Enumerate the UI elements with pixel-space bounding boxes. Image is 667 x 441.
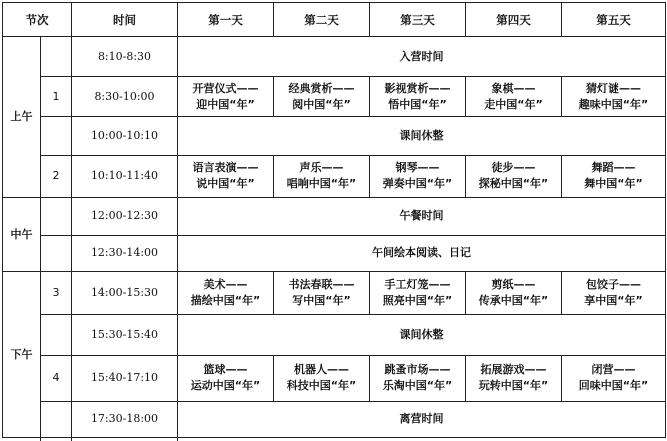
activity-title: 徒步—— bbox=[491, 161, 536, 175]
section-number-empty bbox=[41, 314, 72, 355]
activity-cell bbox=[562, 272, 666, 314]
merged-activity: 午餐时间 bbox=[178, 198, 666, 235]
table-row bbox=[3, 76, 666, 116]
activity-cell bbox=[466, 272, 562, 314]
activity-subtitle: 阅中国“年” bbox=[292, 97, 351, 111]
merged-activity: 午间绘本阅读、日记 bbox=[178, 235, 666, 271]
merged-activity: 课间休整 bbox=[178, 117, 666, 155]
activity-cell bbox=[562, 76, 666, 116]
section-number: 2 bbox=[41, 155, 72, 197]
table-row bbox=[3, 356, 666, 402]
time-cell: 10:00-10:10 bbox=[72, 117, 178, 155]
activity-subtitle: 趣味中国“年” bbox=[578, 97, 649, 111]
activity-cell bbox=[274, 76, 370, 116]
activity-title: 猜灯谜—— bbox=[586, 81, 641, 95]
activity-title: 包饺子—— bbox=[586, 277, 641, 291]
activity-cell bbox=[370, 356, 466, 402]
time-cell: 15:40-17:10 bbox=[72, 356, 178, 402]
activity-subtitle: 乐淘中国“年” bbox=[382, 379, 453, 393]
activity-subtitle: 传承中国“年” bbox=[478, 293, 549, 307]
section-number: 3 bbox=[41, 272, 72, 314]
section-number-empty bbox=[41, 198, 72, 235]
section-number: 1 bbox=[41, 76, 72, 116]
activity-title: 声乐—— bbox=[299, 161, 344, 175]
activity-title: 美术—— bbox=[203, 277, 248, 291]
activity-title: 拓展游戏—— bbox=[480, 363, 547, 377]
time-cell: 15:30-15:40 bbox=[72, 314, 178, 355]
activity-cell bbox=[562, 155, 666, 197]
time-cell: 12:30-14:00 bbox=[72, 235, 178, 271]
table-row bbox=[3, 37, 666, 76]
time-cell: 10:10-11:40 bbox=[72, 155, 178, 197]
activity-title: 钢琴—— bbox=[395, 161, 440, 175]
activity-subtitle: 回味中国“年” bbox=[578, 379, 649, 393]
activity-subtitle: 玩转中国“年” bbox=[478, 379, 549, 393]
period-noon: 中午 bbox=[3, 198, 41, 272]
activity-cell bbox=[178, 155, 274, 197]
table-row bbox=[3, 401, 666, 437]
activity-subtitle: 科技中国“年” bbox=[286, 379, 357, 393]
activity-title: 机器人—— bbox=[294, 363, 349, 377]
period-morning: 上午 bbox=[3, 37, 41, 198]
activity-title: 手工灯笼—— bbox=[384, 277, 451, 291]
section-number-empty bbox=[41, 117, 72, 155]
activity-title: 开营仪式—— bbox=[192, 81, 259, 95]
activity-cell bbox=[562, 356, 666, 402]
activity-cell bbox=[178, 272, 274, 314]
header-day-4: 第四天 bbox=[466, 3, 562, 37]
activity-subtitle: 说中国“年” bbox=[196, 177, 255, 191]
merged-activity: 入营时间 bbox=[178, 37, 666, 76]
activity-cell bbox=[466, 76, 562, 116]
activity-title: 剪纸—— bbox=[491, 277, 536, 291]
time-cell: 8:30-10:00 bbox=[72, 76, 178, 116]
activity-title: 影视赏析—— bbox=[384, 81, 451, 95]
header-section: 节次 bbox=[3, 3, 72, 37]
activity-cell bbox=[370, 272, 466, 314]
section-number: 4 bbox=[41, 356, 72, 402]
activity-title: 经典赏析—— bbox=[288, 81, 355, 95]
period-afternoon: 下午 bbox=[3, 272, 41, 438]
activity-subtitle: 写中国“年” bbox=[292, 293, 351, 307]
activity-subtitle: 唱响中国“年” bbox=[286, 177, 357, 191]
activity-subtitle: 舞中国“年” bbox=[584, 177, 643, 191]
table-row bbox=[3, 198, 666, 235]
activity-title: 篮球—— bbox=[203, 363, 248, 377]
table-row bbox=[3, 117, 666, 155]
activity-cell bbox=[370, 155, 466, 197]
header-row bbox=[3, 3, 666, 37]
time-cell: 8:10-8:30 bbox=[72, 37, 178, 76]
table-row bbox=[3, 272, 666, 314]
activity-cell bbox=[274, 356, 370, 402]
section-number-empty bbox=[41, 37, 72, 76]
table-row bbox=[3, 314, 666, 355]
activity-cell bbox=[466, 356, 562, 402]
activity-title: 跳蚤市场—— bbox=[384, 363, 451, 377]
section-number-empty bbox=[41, 401, 72, 437]
activity-subtitle: 描绘中国“年” bbox=[190, 293, 261, 307]
activity-cell bbox=[466, 155, 562, 197]
activity-subtitle: 迎中国“年” bbox=[196, 97, 255, 111]
activity-title: 象棋—— bbox=[491, 81, 536, 95]
table-row bbox=[3, 155, 666, 197]
time-cell: 14:00-15:30 bbox=[72, 272, 178, 314]
header-day-3: 第三天 bbox=[370, 3, 466, 37]
activity-subtitle: 运动中国“年” bbox=[190, 379, 261, 393]
activity-title: 闭营—— bbox=[591, 363, 636, 377]
activity-subtitle: 悟中国“年” bbox=[388, 97, 447, 111]
time-cell: 17:30-18:00 bbox=[72, 401, 178, 437]
table-row bbox=[3, 235, 666, 271]
activity-title: 书法春联—— bbox=[288, 277, 355, 291]
activity-subtitle: 照亮中国“年” bbox=[382, 293, 453, 307]
activity-title: 语言表演—— bbox=[192, 161, 259, 175]
activity-subtitle: 弹奏中国“年” bbox=[382, 177, 453, 191]
activity-subtitle: 探秘中国“年” bbox=[478, 177, 549, 191]
header-time: 时间 bbox=[72, 3, 178, 37]
activity-cell bbox=[178, 356, 274, 402]
time-cell: 12:00-12:30 bbox=[72, 198, 178, 235]
activity-cell bbox=[178, 76, 274, 116]
activity-cell bbox=[274, 155, 370, 197]
header-day-2: 第二天 bbox=[274, 3, 370, 37]
header-day-1: 第一天 bbox=[178, 3, 274, 37]
activity-cell bbox=[274, 272, 370, 314]
header-day-5: 第五天 bbox=[562, 3, 666, 37]
merged-activity: 离营时间 bbox=[178, 401, 666, 437]
activity-subtitle: 走中国“年” bbox=[484, 97, 543, 111]
section-number-empty bbox=[41, 235, 72, 271]
activity-subtitle: 享中国“年” bbox=[584, 293, 643, 307]
merged-activity: 课间休整 bbox=[178, 314, 666, 355]
schedule-table bbox=[2, 2, 666, 438]
activity-cell bbox=[370, 76, 466, 116]
activity-title: 舞蹈—— bbox=[591, 161, 636, 175]
